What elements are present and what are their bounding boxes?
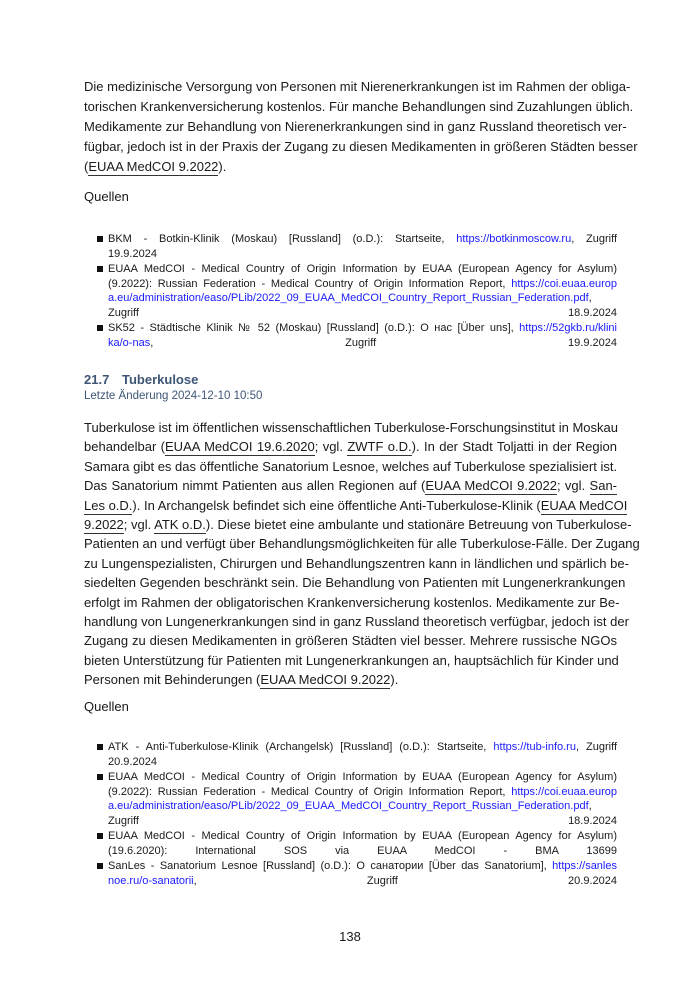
text-line [84,117,627,137]
citation-link[interactable]: San- [589,478,618,494]
text-line [84,457,617,476]
text: , Zugriff [571,233,617,245]
source-item [97,740,617,769]
text: 19.9.2024 [108,247,157,260]
text: EUAA MedCOI - Medical Country of Origin Information by EUAA (European Agency for Asylum) [108,263,617,275]
citation-link[interactable]: EUAA MedCOI 19.6.2020 [165,439,315,455]
text: ). [390,672,399,688]
text-line [84,157,617,177]
text-line [84,97,634,117]
text: , Zugriff 19.9.2024 [150,336,617,349]
text-line [108,277,617,292]
text: Medikamente zur Behandlung von Nierenerkrankungen sind in ganz Russland theoretisch ver- [84,119,627,134]
text: , Zugriff 20.9.2024 [193,874,617,887]
source-item [97,262,617,320]
citation-link[interactable]: EUAA MedCOI 9.2022 [425,478,557,494]
url-link[interactable]: https://coi.euaa.europ [511,785,617,798]
text-line [108,829,617,844]
text: ). Diese bietet eine ambulante und stationäre Betreuung von Tuberkulose- [205,516,632,532]
text-line [108,740,617,755]
text: ). In Archangelsk befindet sich eine öffentliche Anti-Tuberkulose-Klinik ( [132,497,541,513]
text: Samara gibt es das öffentliche Sanatorium Lesnoe, welches auf Tuberkulose spezialisiert ist. [84,458,618,474]
text-line [84,515,632,534]
text: Zugriff 18.9.2024 [108,306,617,319]
text: Das Sanatorium nimmt Patienten aus allen Regionen auf ( [84,478,426,494]
text-line [108,859,617,874]
url-link[interactable]: https://coi.euaa.europ [511,277,617,290]
text-line [108,770,617,785]
citation-link[interactable]: EUAA MedCOI 9.2022 [88,159,219,174]
citation-link[interactable]: 9.2022 [84,516,124,532]
text: EUAA MedCOI - Medical Country of Origin Information by EUAA (European Agency for Asylum) [108,830,617,842]
text: handlung von Lungenerkrankungen sind in ganz Russland theoretisch verfügbar, jedoch ist der [84,613,629,629]
text-line [84,631,617,650]
citation-link[interactable]: ZWTF o.D. [347,439,412,455]
text-line [108,291,617,306]
text: behandelbar ( [84,439,166,455]
bullet-icon [97,833,103,839]
sources-label: Quellen [84,699,129,714]
text: , [588,800,592,812]
text-line [84,612,629,631]
text-line [108,336,617,351]
bullet-icon [97,744,103,750]
text: Zugang zu diesen Medikamenten in größeren Städten viel besser. Mehrere russische NGOs [84,633,617,649]
text-line [108,785,617,800]
bullet-icon [97,236,103,242]
text: zu Lungenspezialisten, Chirurgen und Behandlungszentren kann in ländlichen und spärlich be- [84,555,629,571]
bullet-icon [97,325,103,331]
text-line [84,651,617,670]
citation-link[interactable]: ATK o.D. [154,516,206,532]
text: ATK - Anti-Tuberkulose-Klinik (Archangelsk) [Russland] (o.D.): Startseite, [108,741,494,753]
text: SK52 - Städtische Klinik № 52 (Moskau) [Russland] (o.D.): О нас [Über uns], [108,322,520,334]
url-link[interactable]: a.eu/administration/easo/PLib/2022_09_EUAA_MedCOI_Country_Report_Russian_Federation.pdf [108,292,589,304]
text: SanLes - Sanatorium Lesnoe [Russland] (o.D.): О санатории [Über das Sanatorium], [108,860,553,872]
text-line [108,874,617,889]
text-line [84,437,617,456]
text: torischen Krankenversicherung kostenlos. Für manche Behandlungen sind Zuzahlungen üblich. [84,99,634,114]
text: EUAA MedCOI - Medical Country of Origin Information by EUAA (European Agency for Asylum) [108,771,617,783]
paragraph-kidney-care [84,77,638,177]
last-changed: Letzte Änderung 2024-12-10 10:50 [84,390,263,402]
text: ). [218,159,227,174]
source-item [97,859,617,888]
text-line [84,418,617,437]
text-line [84,496,628,515]
text-line [108,262,617,277]
source-item [97,829,617,858]
text-line [84,670,617,689]
citation-link[interactable]: Les o.D. [84,497,133,513]
text: Die medizinische Versorgung von Personen mit Nierenerkrankungen ist im Rahmen der obliga- [84,79,631,94]
section-number: 21.7 [84,372,110,387]
sources-list [97,740,617,889]
paragraph-tuberculosis [84,418,640,689]
url-link[interactable]: https://sanles [552,860,617,872]
text-line [84,534,640,553]
text: (9.2022): Russian Federation - Medical Country of Origin Information Report, [108,277,512,290]
sources-label: Quellen [84,189,129,204]
section-title: Tuberkulose [122,372,199,387]
bullet-icon [97,266,103,272]
text-line [84,77,631,97]
text-line [84,554,629,573]
source-item [97,321,617,350]
text: ; vgl. [123,516,155,532]
text: ; vgl. [314,439,348,455]
bullet-icon [97,863,103,869]
text: , [588,292,592,304]
text: Zugriff 18.9.2024 [108,814,617,827]
text: fügbar, jedoch ist in der Praxis der Zugang zu diesen Medikamenten in größeren Städten besser [84,139,638,154]
url-link[interactable]: https://botkinmoscow.ru [456,233,572,245]
text-line [108,232,617,247]
text: erfolgt im Rahmen der obligatorischen Krankenversicherung kostenlos. Medikamente zur Be- [84,594,620,610]
text-line [84,137,638,157]
text-line [84,573,626,592]
text-line [108,814,617,829]
text: Tuberkulose ist im öffentlichen wissenschaftlichen Tuberkulose-Forschungsinstitut in Moskau [84,420,618,435]
text: ). In der Stadt Toljatti in der Region [411,439,617,455]
text-line [84,476,617,495]
citation-link[interactable]: EUAA MedCOI 9.2022 [260,672,391,688]
url-link[interactable]: ka/o-nas [108,336,151,349]
text: siedelten Gegenden beschränkt sein. Die Behandlung von Patienten mit Lungenerkrankungen [84,575,626,591]
text: (19.6.2020): International SOS via EUAA MedCOI - BMA 13699 [108,844,617,857]
url-link[interactable]: https://52gkb.ru/klini [519,322,617,334]
page-number: 138 [339,929,361,944]
source-item [97,232,617,261]
text: Patienten an und verfügt über Behandlungsmöglichkeiten für alle Tuberkulose-Fälle. Der Zugang [84,536,640,552]
url-link[interactable]: https://tub-info.ru [493,741,576,753]
citation-link[interactable]: EUAA MedCOI [540,497,628,513]
text-line [108,844,617,859]
bullet-icon [97,774,103,780]
text: ; vgl. [556,478,590,494]
text-line [108,799,617,814]
text-line [108,306,617,321]
text: bieten Unterstützung für Patienten mit Lungenerkrankungen an, hauptsächlich für Kinder und [84,652,619,668]
text-line [108,321,617,336]
text-line [108,755,617,770]
source-item [97,770,617,828]
section-heading [84,372,198,387]
text-line [84,593,620,612]
url-link[interactable]: noe.ru/o-sanatorii [108,874,194,887]
url-link[interactable]: a.eu/administration/easo/PLib/2022_09_EUAA_MedCOI_Country_Report_Russian_Federation.pdf [108,800,589,812]
text: 20.9.2024 [108,755,157,768]
text-line [108,247,617,262]
text: Personen mit Behinderungen ( [84,672,261,688]
text: BKM - Botkin-Klinik (Moskau) [Russland] (o.D.): Startseite, [108,233,457,245]
text: (9.2022): Russian Federation - Medical Country of Origin Information Report, [108,785,512,798]
text: , Zugriff [575,741,618,753]
text: ( [84,159,89,174]
sources-list [97,232,617,351]
